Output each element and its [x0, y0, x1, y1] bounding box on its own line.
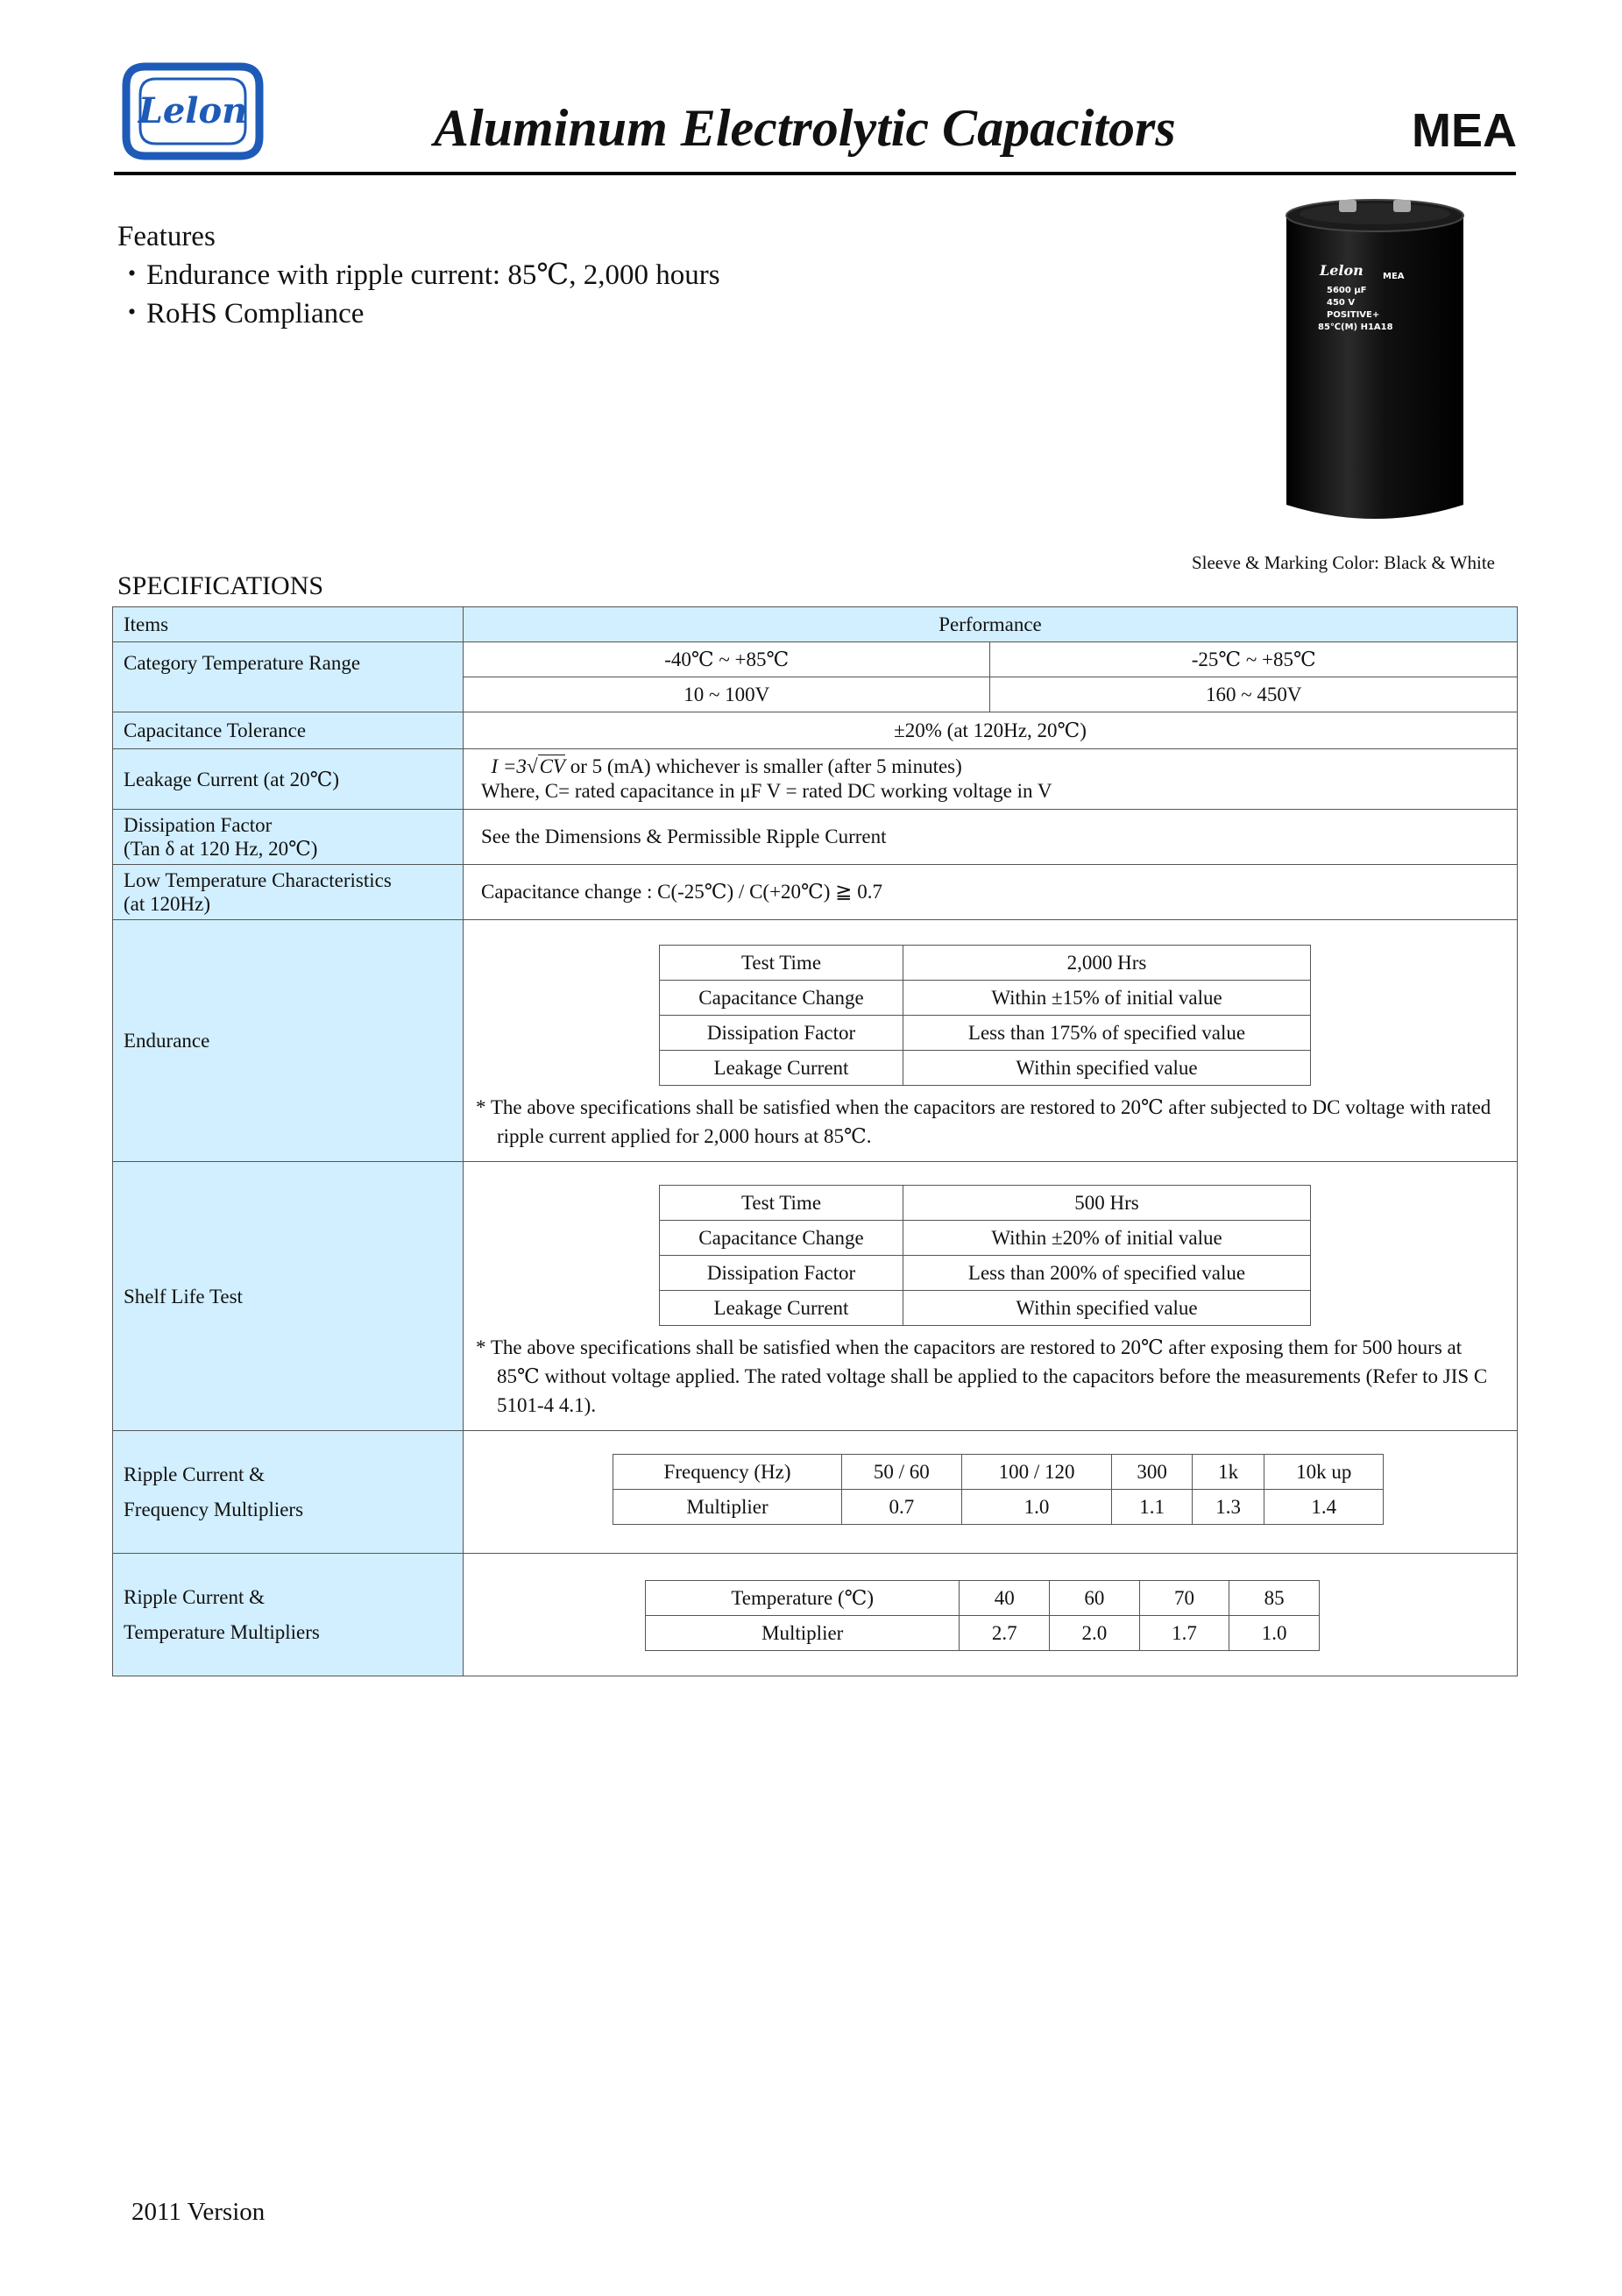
freq-mult-label: Ripple Current & Frequency Multipliers	[113, 1431, 464, 1554]
features-section	[117, 217, 720, 333]
logo-wordmark: Lelon	[138, 90, 248, 131]
endurance-table	[659, 945, 1311, 1086]
table-row: Frequency (Hz) 50 / 60 100 / 120 300 1k 10k up	[613, 1455, 1384, 1490]
temp-mult-label: Ripple Current & Temperature Multipliers	[113, 1554, 464, 1676]
table-row: Capacitance Change Within ±15% of initial value	[660, 981, 1311, 1016]
specifications-table	[112, 606, 1518, 1676]
endurance-note: * The above specifications shall be satisfied when the capacitors are restored to 20℃ after subjected to DC voltage with rated ripple current applied for 2,000 hours at 85℃.	[476, 1096, 1491, 1147]
table-row	[113, 1554, 1518, 1676]
voltage-high: 160 ~ 450V	[990, 677, 1518, 712]
header-rule	[114, 172, 1516, 175]
table-row: Temperature (℃) 40 60 70 85	[646, 1581, 1320, 1616]
table-row: Test Time 2,000 Hrs	[660, 946, 1311, 981]
leakage-label: Leakage Current (at 20℃)	[113, 749, 464, 810]
performance-header: Performance	[464, 607, 1518, 642]
freq-mult-table	[613, 1454, 1384, 1525]
svg-text:5600 μF: 5600 μF	[1327, 286, 1367, 295]
endurance-label: Endurance	[113, 920, 464, 1162]
items-header: Items	[113, 607, 464, 642]
shelf-life-table	[659, 1185, 1311, 1326]
temp-range-label: Category Temperature Range	[113, 642, 464, 712]
table-row	[113, 1431, 1518, 1554]
table-row	[113, 749, 1518, 810]
version-footer: 2011 Version	[131, 2198, 266, 2226]
table-row	[113, 1162, 1518, 1431]
table-row: Multiplier 2.7 2.0 1.7 1.0	[646, 1616, 1320, 1651]
table-row: Capacitance Change Within ±20% of initial value	[660, 1221, 1311, 1256]
table-row: Leakage Current Within specified value	[660, 1051, 1311, 1086]
temp-mult-table	[645, 1580, 1320, 1651]
shelf-life-value	[464, 1162, 1518, 1431]
page-title: Aluminum Electrolytic Capacitors	[434, 99, 1176, 157]
dissipation-label: Dissipation Factor (Tan δ at 120 Hz, 20℃)	[113, 810, 464, 865]
table-row: Test Time 500 Hrs	[660, 1186, 1311, 1221]
svg-text:Lelon: Lelon	[1320, 262, 1363, 279]
temp-range-low: -40℃ ~ +85℃	[464, 642, 990, 677]
feature-item: ・Endurance with ripple current: 85℃, 2,000 hours	[117, 259, 720, 291]
temp-range-high: -25℃ ~ +85℃	[990, 642, 1518, 677]
features-heading: Features	[117, 221, 216, 252]
feature-item: ・RoHS Compliance	[117, 298, 365, 330]
table-row	[113, 607, 1518, 642]
dissipation-value: See the Dimensions & Permissible Ripple Current	[464, 810, 1518, 865]
svg-text:POSITIVE+: POSITIVE+	[1327, 310, 1380, 320]
leakage-formula: I =3√CV or 5 (mA) whichever is smaller (after 5 minutes) Where, C= rated capacitance in μF V = rated DC working voltage in V	[481, 755, 1052, 802]
endurance-value	[464, 920, 1518, 1162]
freq-mult-value	[464, 1431, 1518, 1554]
svg-text:450 V: 450 V	[1327, 298, 1356, 308]
table-row: Dissipation Factor Less than 200% of specified value	[660, 1256, 1311, 1291]
table-row: Multiplier 0.7 1.0 1.1 1.3 1.4	[613, 1490, 1384, 1525]
leakage-value	[464, 749, 1518, 810]
low-temp-value: Capacitance change : C(-25℃) / C(+20℃) ≧ 0.7	[464, 865, 1518, 920]
table-row	[113, 642, 1518, 677]
lelon-logo	[117, 60, 268, 163]
low-temp-label: Low Temperature Characteristics (at 120Hz)	[113, 865, 464, 920]
svg-text:MEA: MEA	[1383, 272, 1405, 281]
table-row	[113, 712, 1518, 749]
shelf-life-note: * The above specifications shall be satisfied when the capacitors are restored to 20℃ after exposing them for 500 hours at 85℃ without voltage applied. The rated voltage shall be applied to the capacitors before the measurements (Refer to JIS C 5101-4 4.1).	[476, 1336, 1488, 1416]
table-row	[113, 865, 1518, 920]
capacitor-image	[1269, 189, 1481, 533]
sleeve-caption: Sleeve & Marking Color: Black & White	[1191, 552, 1495, 573]
leakage-where: Where, C= rated capacitance in μF V = rated DC working voltage in V	[481, 780, 1052, 802]
cap-tolerance-label: Capacitance Tolerance	[113, 712, 464, 749]
table-row	[113, 920, 1518, 1162]
svg-text:85℃(M) H1A18: 85℃(M) H1A18	[1318, 322, 1393, 332]
temp-mult-value	[464, 1554, 1518, 1676]
specifications-heading: SPECIFICATIONS	[117, 571, 324, 600]
voltage-low: 10 ~ 100V	[464, 677, 990, 712]
shelf-life-label: Shelf Life Test	[113, 1162, 464, 1431]
table-row: Leakage Current Within specified value	[660, 1291, 1311, 1326]
series-code: MEA	[1412, 104, 1517, 157]
table-row	[113, 810, 1518, 865]
table-row: Dissipation Factor Less than 175% of specified value	[660, 1016, 1311, 1051]
cap-tolerance-value: ±20% (at 120Hz, 20℃)	[464, 712, 1518, 749]
